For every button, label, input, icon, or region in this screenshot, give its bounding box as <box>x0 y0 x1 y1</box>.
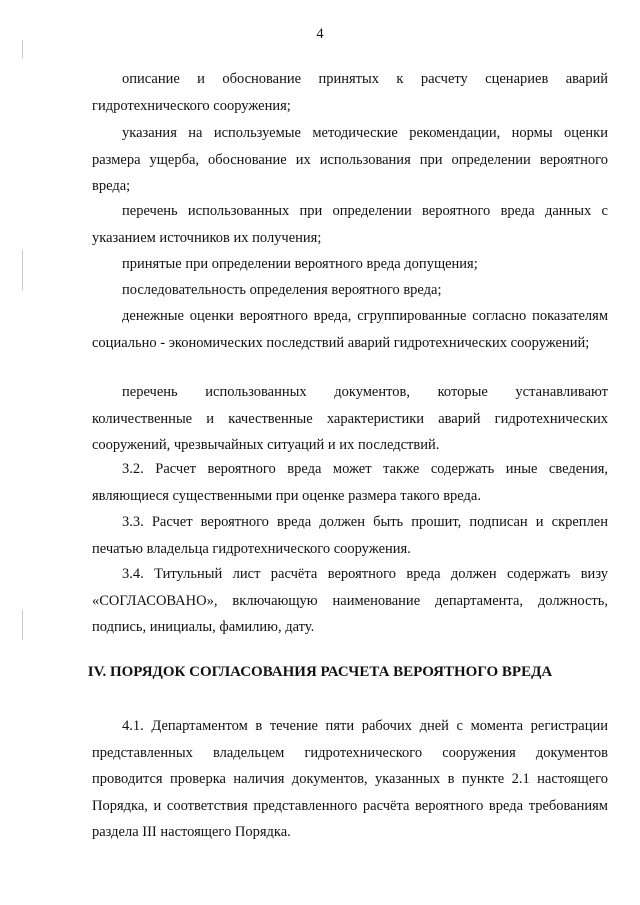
section-heading: IV. ПОРЯДОК СОГЛАСОВАНИЯ РАСЧЕТА ВЕРОЯТНОГО ВРЕДА <box>87 664 553 680</box>
paragraph-3-2: 3.2. Расчет вероятного вреда может также содержать иные сведения, являющиеся существенными при оценке размера такого вреда. <box>92 461 608 504</box>
scan-edge-mark <box>22 250 23 290</box>
scan-edge-mark <box>22 610 23 640</box>
list-item-documents: перечень использованных документов, которые устанавливают количественные и качественные характеристики аварий гидротехнических сооружений, чрезвычайных ситуаций и их последствий. <box>92 384 608 453</box>
list-item-assumptions: принятые при определении вероятного вреда допущения; <box>122 256 478 272</box>
list-item-scenarios: описание и обоснование принятых к расчету сценариев аварий гидротехнического сооружения; <box>92 71 608 114</box>
paragraph-4-1: 4.1. Департаментом в течение пяти рабочих дней с момента регистрации представленных владельцем гидротехнического сооружения документов проводится проверка наличия документов, указанных в пункте 2.1 настоящего Порядка, и соответствия представленного расчёта вероятного вреда требованиям раздела III настоящего Порядка. <box>92 718 608 840</box>
list-item-sequence: последовательность определения вероятного вреда; <box>122 282 442 298</box>
page-number: 4 <box>316 26 324 42</box>
list-item-monetary-estimates: денежные оценки вероятного вреда, сгруппированные согласно показателям социально - экономических последствий аварий гидротехнических сооружений; <box>92 308 608 351</box>
list-item-data-sources: перечень использованных при определении вероятного вреда данных с указанием источников их получения; <box>92 203 608 246</box>
list-item-methodology: указания на используемые методические рекомендации, нормы оценки размера ущерба, обоснование их использования при определении вероятного вреда; <box>92 125 608 194</box>
paragraph-3-4: 3.4. Титульный лист расчёта вероятного вреда должен содержать визу «СОГЛАСОВАНО», включающую наименование департамента, должность, подпись, инициалы, фамилию, дату. <box>92 566 608 635</box>
paragraph-3-3: 3.3. Расчет вероятного вреда должен быть прошит, подписан и скреплен печатью владельца гидротехнического сооружения. <box>92 514 608 557</box>
